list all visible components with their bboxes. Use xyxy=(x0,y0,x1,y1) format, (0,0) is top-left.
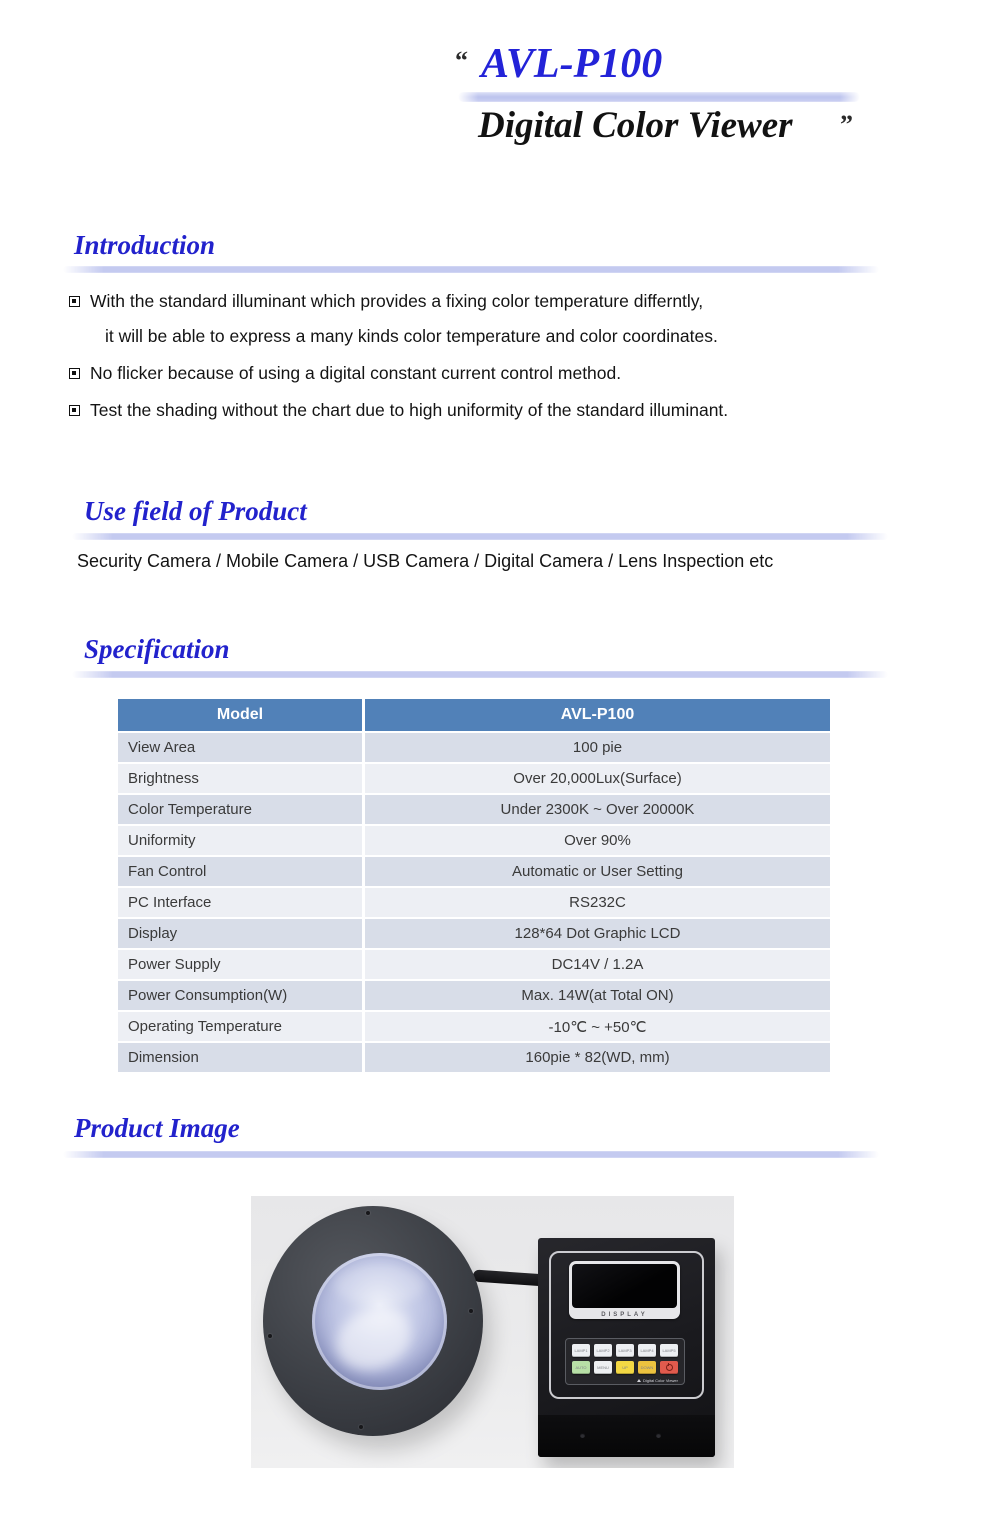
bullet-text: With the standard illuminant which provides a fixing color temperature differntly, xyxy=(90,291,704,311)
spec-label-cell: Color Temperature xyxy=(118,795,365,824)
keypad xyxy=(565,1338,685,1385)
section-underline xyxy=(63,266,879,273)
menu-button: MENU xyxy=(594,1361,612,1374)
section-underline xyxy=(63,1151,879,1158)
power-icon xyxy=(666,1364,673,1371)
page-title-model: AVL-P100 xyxy=(481,41,663,87)
product-photo xyxy=(251,1196,734,1468)
spec-value-cell: Over 20,000Lux(Surface) xyxy=(513,770,682,787)
open-quote: “ xyxy=(455,46,468,75)
spec-value-cell: 160pie * 82(WD, mm) xyxy=(525,1049,670,1066)
lamp-button: LAMP4 xyxy=(638,1344,656,1357)
table-row xyxy=(118,886,830,917)
screw-icon xyxy=(580,1433,585,1438)
bullet-text: No flicker because of using a digital constant current control method. xyxy=(90,363,622,383)
spec-label-cell: Display xyxy=(118,919,365,948)
spec-label-cell: Power Supply xyxy=(118,950,365,979)
screw-icon xyxy=(469,1309,473,1313)
introduction-bullets xyxy=(67,291,927,435)
power-button xyxy=(660,1361,678,1374)
diffuser-dome xyxy=(312,1253,447,1390)
spec-label-cell: Power Consumption(W) xyxy=(118,981,365,1010)
page-title-subtitle: Digital Color Viewer xyxy=(478,105,793,146)
square-bullet-icon xyxy=(69,368,80,379)
spec-label-cell: Operating Temperature xyxy=(118,1012,365,1041)
brand-logo-text: Digital Color Viewer xyxy=(642,1378,678,1383)
auto-button: AUTO xyxy=(572,1361,590,1374)
section-heading-introduction: Introduction xyxy=(74,230,216,260)
screw-icon xyxy=(268,1334,272,1338)
section-underline xyxy=(72,671,888,678)
screw-icon xyxy=(359,1425,363,1429)
display-label: DISPLAY xyxy=(601,1312,648,1318)
spec-label-cell: Dimension xyxy=(118,1043,365,1072)
spec-label-cell: Uniformity xyxy=(118,826,365,855)
spec-label-cell: Brightness xyxy=(118,764,365,793)
spec-value-cell: RS232C xyxy=(569,894,626,911)
table-row xyxy=(118,762,830,793)
spec-value-cell: 128*64 Dot Graphic LCD xyxy=(514,925,681,942)
brand-logo xyxy=(637,1378,678,1383)
square-bullet-icon xyxy=(69,405,80,416)
table-row xyxy=(118,979,830,1010)
table-row xyxy=(118,855,830,886)
bullet-text: Test the shading without the chart due to high uniformity of the standard illuminant. xyxy=(90,400,729,420)
bullet-item xyxy=(67,400,927,421)
section-heading-product-image: Product Image xyxy=(74,1113,240,1143)
down-button: DOWN xyxy=(638,1361,656,1374)
screw-icon xyxy=(366,1211,370,1215)
table-header-value: AVL-P100 xyxy=(560,706,635,723)
bullet-item xyxy=(67,363,927,384)
triangle-logo-icon xyxy=(637,1379,641,1382)
bullet-continuation-text: it will be able to express a many kinds color temperature and color coordinates. xyxy=(105,326,718,346)
lamp-button: LAMP1 xyxy=(572,1344,590,1357)
table-row xyxy=(118,731,830,762)
spec-value-cell: Automatic or User Setting xyxy=(512,863,683,880)
spec-value-cell: DC14V / 1.2A xyxy=(551,956,644,973)
section-heading-specification: Specification xyxy=(84,634,230,664)
keypad-row-lamps xyxy=(572,1344,678,1357)
spec-value-cell: 100 pie xyxy=(572,739,623,756)
spec-value-cell: Max. 14W(at Total ON) xyxy=(521,987,674,1004)
controller-box xyxy=(538,1238,715,1457)
table-header-row xyxy=(118,699,830,731)
lamp-button: LAMP3 xyxy=(616,1344,634,1357)
table-row xyxy=(118,1010,830,1041)
spec-label-cell: View Area xyxy=(118,733,365,762)
lamp-button: LAMP5 xyxy=(660,1344,678,1357)
table-row xyxy=(118,917,830,948)
section-heading-use-field: Use field of Product xyxy=(84,496,307,526)
lcd-display xyxy=(569,1261,680,1319)
bullet-item xyxy=(67,291,927,312)
square-bullet-icon xyxy=(69,296,80,307)
table-row xyxy=(118,1041,830,1072)
lcd-screen xyxy=(572,1264,677,1308)
spec-label-cell: PC Interface xyxy=(118,888,365,917)
use-field-text: Security Camera / Mobile Camera / USB Camera / Digital Camera / Lens Inspection etc xyxy=(77,551,774,571)
spec-label-cell: Fan Control xyxy=(118,857,365,886)
dome-highlight xyxy=(334,1264,426,1305)
dome-highlight xyxy=(331,1303,417,1375)
table-row xyxy=(118,824,830,855)
table-row xyxy=(118,793,830,824)
spec-table-body xyxy=(118,731,830,1072)
lamp-button: LAMP2 xyxy=(594,1344,612,1357)
spec-value-cell: Over 90% xyxy=(564,832,631,849)
spec-value-cell: -10℃ ~ +50℃ xyxy=(548,1018,647,1036)
spec-value-cell: Under 2300K ~ Over 20000K xyxy=(500,801,695,818)
table-row xyxy=(118,948,830,979)
box-front-face xyxy=(538,1415,715,1457)
section-underline xyxy=(72,533,888,540)
cable xyxy=(473,1269,548,1286)
screw-icon xyxy=(656,1433,661,1438)
specification-table xyxy=(118,699,830,1072)
table-header-model: Model xyxy=(118,699,365,731)
title-underline xyxy=(458,92,860,102)
keypad-row-functions xyxy=(572,1361,678,1374)
close-quote: ” xyxy=(840,110,853,139)
up-button: UP xyxy=(616,1361,634,1374)
